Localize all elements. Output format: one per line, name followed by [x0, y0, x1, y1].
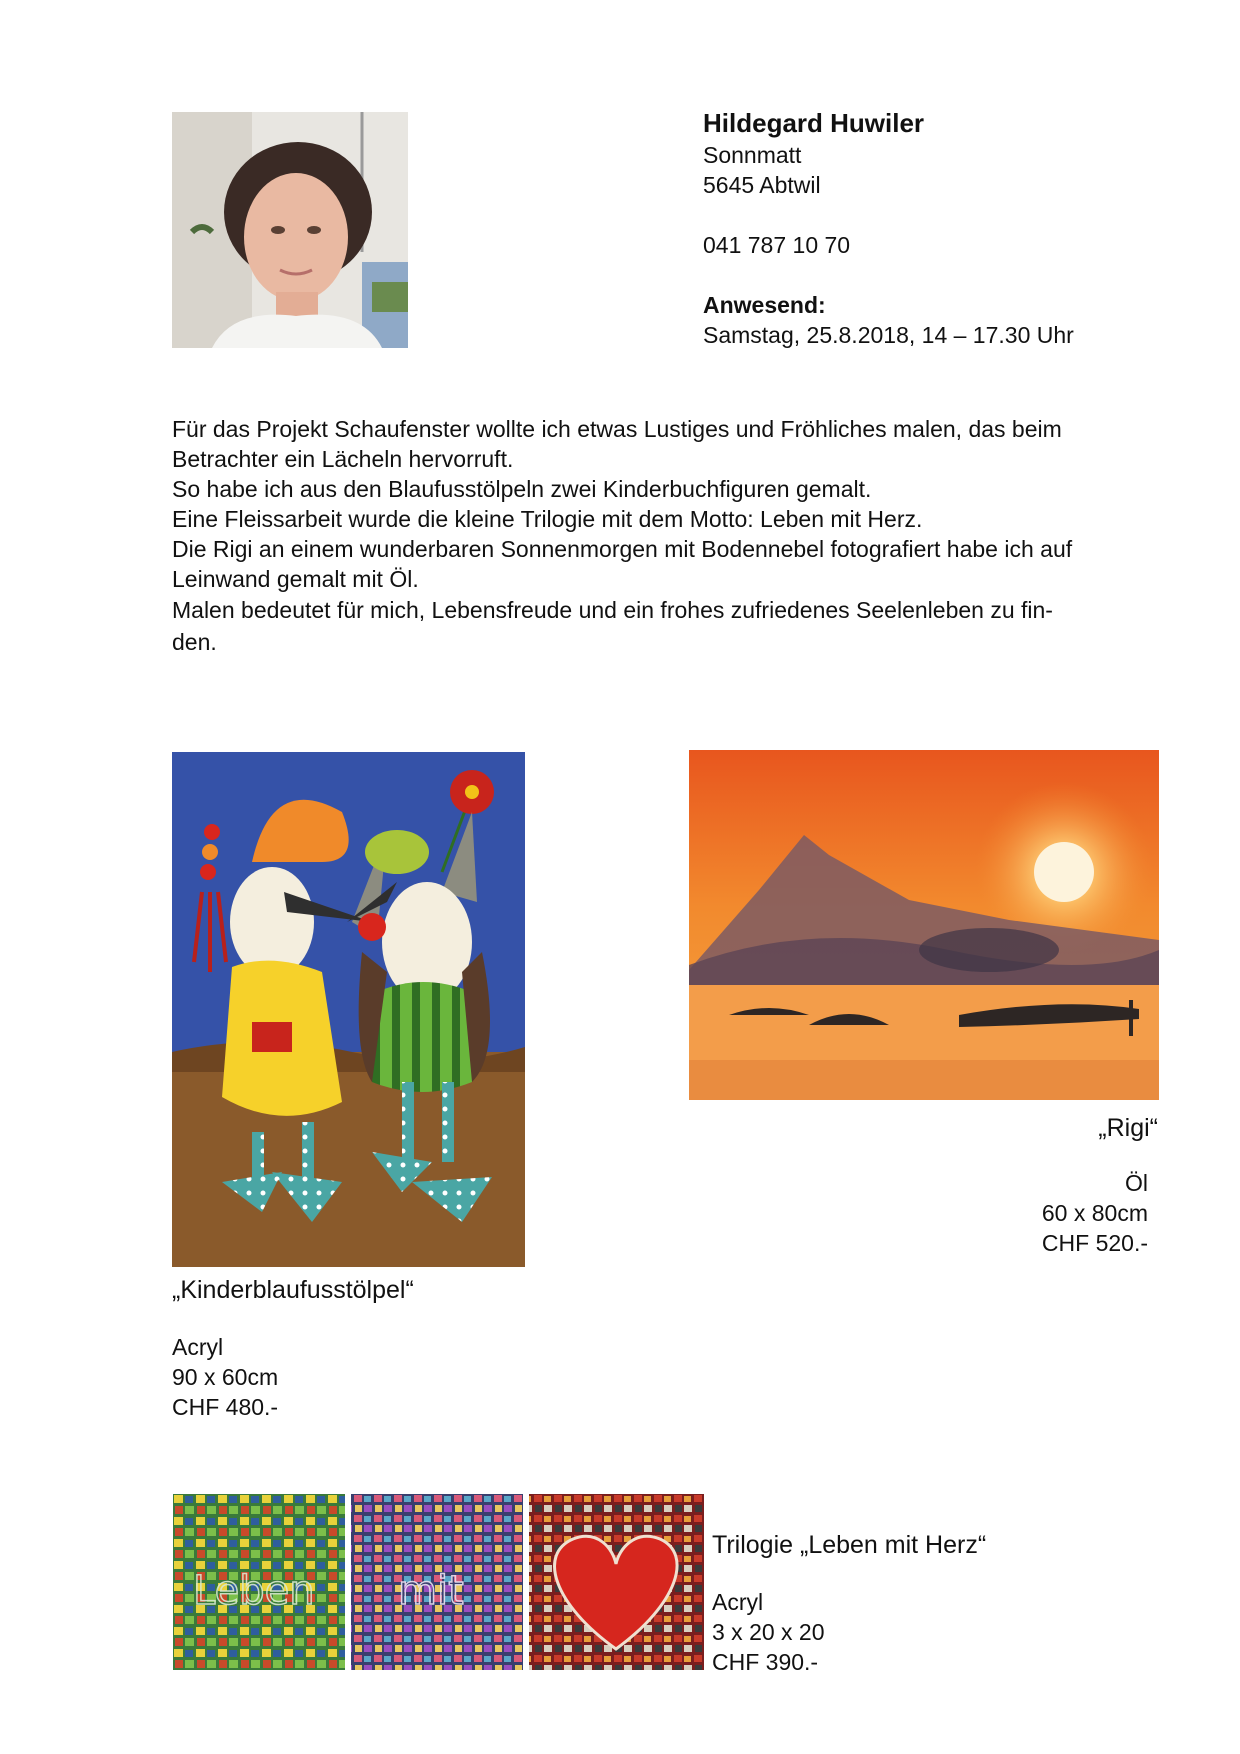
intro-line: Malen bedeutet für mich, Lebensfreude und ein frohes zufriedenes Seelenleben zu fin-: [172, 597, 1053, 623]
artwork-1-title: „Kinderblaufusstölpel“: [172, 1276, 414, 1304]
street: Sonnmatt: [703, 142, 802, 168]
artwork-1-medium: Acryl: [172, 1334, 224, 1360]
artwork-3-size: 3 x 20 x 20: [712, 1619, 825, 1645]
presence-label: Anwesend:: [703, 292, 826, 318]
artwork-2-price: CHF 520.-: [1041, 1230, 1148, 1256]
artwork-rigi-sunset-painting: [689, 750, 1159, 1100]
artwork-2-medium: Öl: [1125, 1170, 1148, 1196]
artwork-blue-footed-boobies-painting: [172, 752, 525, 1267]
artwork-trilogy-mosaic-panels: [173, 1494, 704, 1670]
artwork-2-size: 60 x 80cm: [1041, 1200, 1148, 1226]
artwork-3-price: CHF 390.-: [712, 1649, 819, 1675]
artwork-3-info: [712, 1529, 986, 1677]
intro-paragraph: [172, 414, 1132, 657]
contact-block: [703, 106, 1074, 350]
artwork-1-info: [172, 1274, 414, 1422]
presence-time: Samstag, 25.8.2018, 14 – 17.30 Uhr: [703, 322, 1074, 348]
city: 5645 Abtwil: [703, 172, 821, 198]
artwork-3-medium: Acryl: [712, 1589, 764, 1615]
intro-line: So habe ich aus den Blaufusstölpeln zwei Kinderbuchfiguren gemalt.: [172, 476, 872, 502]
artwork-2-info: [1042, 1168, 1148, 1258]
intro-line: Leinwand gemalt mit Öl.: [172, 566, 419, 592]
intro-line: Die Rigi an einem wunderbaren Sonnenmorgen mit Bodennebel fotografiert habe ich auf: [172, 536, 1073, 562]
artwork-3-title: Trilogie „Leben mit Herz“: [712, 1531, 987, 1559]
artwork-2-title: „Rigi“: [1098, 1114, 1158, 1142]
intro-line: Für das Projekt Schaufenster wollte ich etwas Lustiges und Fröhliches malen, das beim: [172, 416, 1062, 442]
panel-word-mit: mit: [398, 1568, 464, 1614]
intro-line: Eine Fleissarbeit wurde die kleine Trilogie mit dem Motto: Leben mit Herz.: [172, 506, 923, 532]
artwork-1-price: CHF 480.-: [172, 1394, 279, 1420]
artist-portrait-photo: [172, 112, 408, 348]
intro-line: den.: [172, 629, 217, 655]
artwork-1-size: 90 x 60cm: [172, 1364, 279, 1390]
phone: 041 787 10 70: [703, 232, 851, 258]
intro-line: Betrachter ein Lächeln hervorruft.: [172, 446, 514, 472]
artist-name: Hildegard Huwiler: [703, 108, 925, 138]
panel-word-leben: Leben: [193, 1568, 315, 1614]
